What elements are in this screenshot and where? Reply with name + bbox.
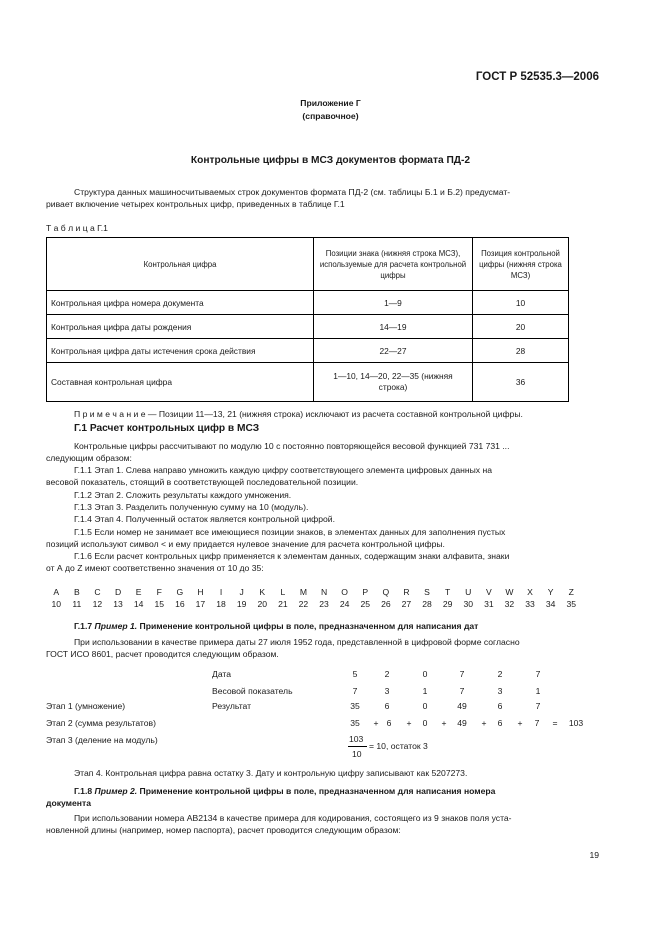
alphabet-letter: J xyxy=(239,587,244,597)
alphabet-value: 13 xyxy=(113,599,123,609)
alphabet-value: 17 xyxy=(195,599,206,609)
sum-term: 103 xyxy=(568,718,584,728)
g1-s3: Г.1.3 Этап 3. Разделить полученную сумму на 10 (модуль). xyxy=(74,502,309,512)
sum-term: + xyxy=(481,718,487,728)
alphabet-value: 19 xyxy=(236,599,247,609)
fraction-denominator: 10 xyxy=(352,749,362,759)
alphabet-letter: U xyxy=(465,587,472,597)
alphabet-letter: Z xyxy=(568,587,574,597)
alphabet-letter: H xyxy=(197,587,204,597)
g1-s5b: позиций используют символ < и ему придается нулевое значение для расчета контрольной цифры. xyxy=(46,539,445,549)
intro-line-1: Структура данных машиносчитываемых строк документов формата ПД-2 (см. таблицы Б.1 и Б.2) предусмат- xyxy=(74,187,511,197)
g1-s1b: весовой показатель, стоящий в соответствующей последовательной позиции. xyxy=(46,477,359,487)
alphabet-value: 14 xyxy=(133,599,144,609)
example1-label: Пример 1. xyxy=(94,621,138,631)
table-cell-positions: 1—9 xyxy=(314,291,473,315)
alphabet-letter: W xyxy=(505,587,514,597)
alphabet-letter: K xyxy=(259,587,266,597)
table-header-cell: Контрольная цифра xyxy=(47,238,314,291)
alphabet-value: 32 xyxy=(504,599,515,609)
table-header-row xyxy=(47,238,569,291)
stage4-text: Этап 4. Контрольная цифра равна остатку 3. Дату и контрольную цифру записывают как 5207273. xyxy=(74,768,468,778)
example2-title-cont: документа xyxy=(46,798,91,808)
alphabet-value: 10 xyxy=(51,599,62,609)
sum-term: + xyxy=(517,718,523,728)
section-g1-title: Г.1 Расчет контрольных цифр в МСЗ xyxy=(74,423,260,434)
example1-num: Г.1.7 xyxy=(74,621,93,631)
date-digit: 7 xyxy=(535,669,541,679)
alphabet-letter: L xyxy=(280,587,286,597)
alphabet-value: 16 xyxy=(175,599,185,609)
alphabet-value: 31 xyxy=(484,599,494,609)
table-caption: Т а б л и ц а Г.1 xyxy=(46,223,108,233)
alphabet-value: 18 xyxy=(216,599,226,609)
date-digit: 5 xyxy=(352,669,358,679)
table-cell-name: Составная контрольная цифра xyxy=(47,363,314,402)
alphabet-value: 11 xyxy=(72,599,82,609)
table-cell-name: Контрольная цифра даты рождения xyxy=(47,315,314,339)
check-digit-table xyxy=(46,237,569,402)
alphabet-value: 24 xyxy=(339,599,350,609)
table-cell-name: Контрольная цифра номера документа xyxy=(47,291,314,315)
example2-p2: новленной длины (например, номер паспорта), расчет проводится следующим образом: xyxy=(46,825,401,835)
g1-s2: Г.1.2 Этап 2. Сложить результаты каждого умножения. xyxy=(74,490,292,500)
alphabet-value: 33 xyxy=(525,599,535,609)
result-digit: 35 xyxy=(350,701,360,711)
example1-p1: При использовании в качестве примера даты 27 июля 1952 года, представленной в цифровой форме согласно xyxy=(74,637,520,647)
sum-term: + xyxy=(406,718,412,728)
weight-digit: 1 xyxy=(422,686,428,696)
alphabet-value: 29 xyxy=(442,599,453,609)
appendix-title: Приложение Г xyxy=(300,98,361,108)
result-digit: 7 xyxy=(535,701,541,711)
appendix-subtitle: (справочное) xyxy=(302,111,359,121)
sum-term: 6 xyxy=(497,718,503,728)
example1-title: Применение контрольной цифры в поле, предназначенном для написания дат xyxy=(139,621,479,631)
alphabet-letter: V xyxy=(485,587,492,597)
alphabet-letter: Y xyxy=(547,587,554,597)
table-cell-check: 28 xyxy=(473,339,569,363)
weight-digit: 7 xyxy=(459,686,465,696)
alphabet-letter: F xyxy=(156,587,162,597)
g1-s4: Г.1.4 Этап 4. Полученный остаток является контрольной цифрой. xyxy=(74,514,335,524)
table-row xyxy=(47,363,569,402)
table-header-cell: Позиция контрольной цифры (нижняя строка МСЗ) xyxy=(473,238,569,291)
alphabet-letter: S xyxy=(424,587,430,597)
alphabet-letter: C xyxy=(94,587,101,597)
alphabet-value: 35 xyxy=(566,599,577,609)
table-cell-check: 10 xyxy=(473,291,569,315)
alphabet-letter: Q xyxy=(382,587,390,597)
alphabet-value: 27 xyxy=(401,599,412,609)
date-digit: 0 xyxy=(422,669,428,679)
example1-p2: ГОСТ ИСО 8601, расчет проводится следующим образом. xyxy=(46,649,279,659)
row-label-weight: Весовой показатель xyxy=(212,686,293,696)
table-cell-positions: 1—10, 14—20, 22—35 (нижняя строка) xyxy=(314,363,473,402)
sum-term: 7 xyxy=(534,718,540,728)
alphabet-value: 28 xyxy=(422,599,432,609)
fraction-line xyxy=(348,746,367,747)
sum-term: + xyxy=(441,718,447,728)
alphabet-value: 21 xyxy=(278,599,288,609)
alphabet-letter: T xyxy=(445,587,451,597)
weight-digit: 1 xyxy=(535,686,541,696)
result-digit: 0 xyxy=(422,701,428,711)
example2-title: Применение контрольной цифры в поле, предназначенном для написания номера xyxy=(139,786,496,796)
alphabet-value: 22 xyxy=(298,599,309,609)
sum-term: 6 xyxy=(386,718,392,728)
alphabet-letter: O xyxy=(341,587,348,597)
alphabet-letter: I xyxy=(219,587,223,597)
table-cell-check: 20 xyxy=(473,315,569,339)
date-digit: 7 xyxy=(459,669,465,679)
intro-line-2: ривает включение четырех контрольных цифр, приведенных в таблице Г.1 xyxy=(46,199,345,209)
table-row xyxy=(47,291,569,315)
alphabet-letter: R xyxy=(403,587,410,597)
example2-p1: При использовании номера АВ2134 в качестве примера для кодирования, состоящего из 9 знаков поля уста- xyxy=(74,813,512,823)
weight-digit: 3 xyxy=(497,686,503,696)
g1-s1a: Г.1.1 Этап 1. Слева направо умножить каждую цифру соответствующего элемента цифровых данных на xyxy=(74,465,492,475)
alphabet-value: 30 xyxy=(463,599,474,609)
g1-s6b: от А до Z имеют соответственно значения от 10 до 35: xyxy=(46,563,264,573)
table-cell-positions: 22—27 xyxy=(314,339,473,363)
alphabet-letter: B xyxy=(73,587,80,597)
weight-digit: 3 xyxy=(384,686,390,696)
alphabet-letter: P xyxy=(362,587,369,597)
alphabet-letter: D xyxy=(114,587,122,597)
table-header-cell: Позиции знака (нижняя строка МСЗ), используемые для расчета контрольной цифры xyxy=(314,238,473,291)
alphabet-letter: G xyxy=(176,587,184,597)
alphabet-value: 23 xyxy=(319,599,329,609)
alphabet-letter: N xyxy=(320,587,328,597)
page-number: 19 xyxy=(589,850,599,860)
date-digit: 2 xyxy=(384,669,390,679)
table-row xyxy=(47,315,569,339)
alphabet-letter: X xyxy=(527,587,533,597)
g1-s6a: Г.1.6 Если расчет контрольных цифр применяется к элементам данных, содержащим знаки алфавита, знаки xyxy=(74,551,510,561)
result-digit: 6 xyxy=(384,701,390,711)
stage3-label: Этап 3 (деление на модуль) xyxy=(46,735,158,745)
fraction-result: = 10, остаток 3 xyxy=(369,741,428,751)
alphabet-value: 25 xyxy=(360,599,371,609)
section-title: Контрольные цифры в МСЗ документов формата ПД-2 xyxy=(190,155,471,166)
g1-s5a: Г.1.5 Если номер не занимает все имеющиеся позиции знаков, в элементах данных для заполнения пустых xyxy=(74,527,506,537)
g1-p1b: следующим образом: xyxy=(46,453,132,463)
alphabet-value: 26 xyxy=(381,599,391,609)
sum-term: + xyxy=(373,718,379,728)
alphabet-value: 34 xyxy=(545,599,556,609)
alphabet-letter: A xyxy=(53,587,60,597)
alphabet-letter: E xyxy=(135,587,142,597)
fraction-numerator: 103 xyxy=(349,734,364,744)
result-digit: 6 xyxy=(497,701,503,711)
weight-digit: 7 xyxy=(352,686,358,696)
example1-heading xyxy=(74,620,478,632)
alphabet-value: 20 xyxy=(257,599,268,609)
result-digit: 49 xyxy=(457,701,467,711)
table-cell-positions: 14—19 xyxy=(314,315,473,339)
row-label-date: Дата xyxy=(212,669,232,679)
alphabet-value: 12 xyxy=(92,599,103,609)
table-cell-name: Контрольная цифра даты истечения срока действия xyxy=(47,339,314,363)
table-cell-check: 36 xyxy=(473,363,569,402)
alphabet-letter: M xyxy=(299,587,308,597)
sum-term: 35 xyxy=(350,718,360,728)
doc-number: ГОСТ Р 52535.3—2006 xyxy=(475,71,599,83)
sum-term: 49 xyxy=(457,718,467,728)
g1-p1a: Контрольные цифры рассчитывают по модулю 10 с постоянно повторяющейся весовой функцией 731 731 ... xyxy=(74,441,510,451)
date-digit: 2 xyxy=(497,669,503,679)
table-note: П р и м е ч а н и е — Позиции 11—13, 21 (нижняя строка) исключают из расчета составной контрольной цифры. xyxy=(74,409,523,419)
table-row xyxy=(47,339,569,363)
example2-num: Г.1.8 xyxy=(74,786,93,796)
stage1-label: Этап 1 (умножение) xyxy=(46,701,126,711)
example2-heading xyxy=(74,785,495,797)
stage2-label: Этап 2 (сумма результатов) xyxy=(46,718,156,728)
row-label-result: Результат xyxy=(212,701,252,711)
alphabet-value: 15 xyxy=(154,599,165,609)
sum-term: = xyxy=(552,718,558,728)
sum-term: 0 xyxy=(422,718,428,728)
example2-label: Пример 2. xyxy=(94,786,138,796)
